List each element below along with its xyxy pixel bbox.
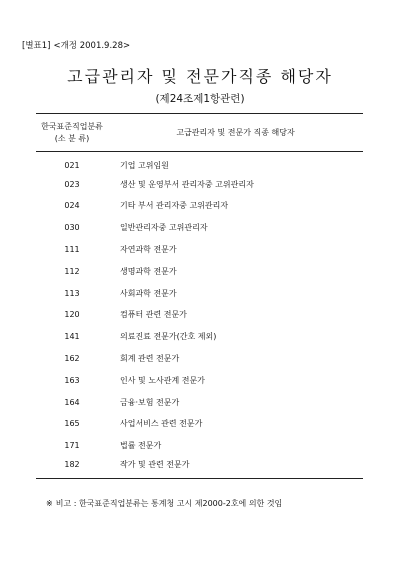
occupation-code: 141	[64, 332, 80, 342]
occupation-code: 182	[36, 457, 108, 479]
occupation-description: 자연과학 전문가	[120, 245, 177, 255]
annex-reference	[22, 39, 130, 51]
annex-label: [별표1]	[22, 41, 51, 51]
header-code-column	[36, 114, 108, 152]
table-row	[36, 391, 363, 413]
table-row	[36, 348, 363, 370]
table-header-row	[36, 114, 363, 152]
occupation-description: 인사 및 노사관계 전문가	[120, 375, 205, 385]
occupation-description: 사회과학 전문가	[120, 288, 177, 298]
occupation-code: 024	[64, 201, 80, 211]
header-code-label: 한국표준직업분류	[41, 121, 103, 131]
occupation-description: 생산 및 운영부서 관리자중 고위관리자	[120, 179, 254, 189]
occupation-description: 일반관리자중 고위관리자	[120, 223, 208, 233]
occupation-code: 113	[64, 288, 80, 298]
occupation-code: 021	[64, 161, 80, 171]
occupation-code: 112	[64, 266, 80, 276]
reference-mark: ※	[46, 499, 53, 508]
occupation-description: 법률 전문가	[120, 441, 162, 451]
occupation-code: 023	[64, 179, 80, 189]
table-row	[36, 326, 363, 348]
occupation-code: 120	[64, 310, 80, 320]
footnote	[46, 498, 282, 509]
table-row	[36, 152, 363, 174]
occupation-description: 기타 부서 관리자중 고위관리자	[120, 201, 229, 211]
table-body	[36, 152, 363, 479]
occupation-code: 171	[64, 441, 80, 451]
occupation-description: 금융·보험 전문가	[120, 397, 180, 407]
occupation-description: 기업 고위임원	[120, 161, 169, 171]
table-row	[36, 304, 363, 326]
occupation-description: 생명과학 전문가	[120, 266, 177, 276]
occupation-code: 165	[64, 419, 80, 429]
occupation-code: 111	[64, 245, 80, 255]
header-desc-column: 고급관리자 및 전문가 직종 해당자	[108, 114, 363, 152]
occupation-code: 164	[64, 397, 80, 407]
table-row	[36, 369, 363, 391]
table-row	[36, 457, 363, 479]
table-row	[36, 435, 363, 457]
occupation-table	[36, 113, 363, 479]
table-row	[36, 282, 363, 304]
document-title: 고급관리자 및 전문가직종 해당자	[67, 67, 333, 86]
table-row	[36, 173, 363, 195]
footnote-text: 비고 : 한국표준직업분류는 통계청 고시 제2000-2호에 의한 것임	[55, 499, 283, 508]
revision-date: <개정 2001.9.28>	[53, 41, 131, 51]
table-row	[36, 239, 363, 261]
occupation-description: 컴퓨터 관련 전문가	[120, 310, 187, 320]
table-row	[36, 195, 363, 217]
occupation-description: 사업서비스 관련 전문가	[120, 419, 203, 429]
document-subtitle: (제24조제1항관련)	[155, 93, 245, 105]
occupation-code: 030	[64, 223, 80, 233]
occupation-description: 의료진료 전문가(간호 제외)	[120, 332, 217, 342]
occupation-description: 작가 및 관련 전문가	[108, 457, 363, 479]
occupation-code: 162	[64, 354, 80, 364]
occupation-description: 회계 관련 전문가	[120, 354, 180, 364]
header-code-sublabel: (소 분 류)	[54, 133, 90, 143]
table-row	[36, 217, 363, 239]
occupation-code: 163	[64, 375, 80, 385]
table-row	[36, 260, 363, 282]
table-row	[36, 413, 363, 435]
